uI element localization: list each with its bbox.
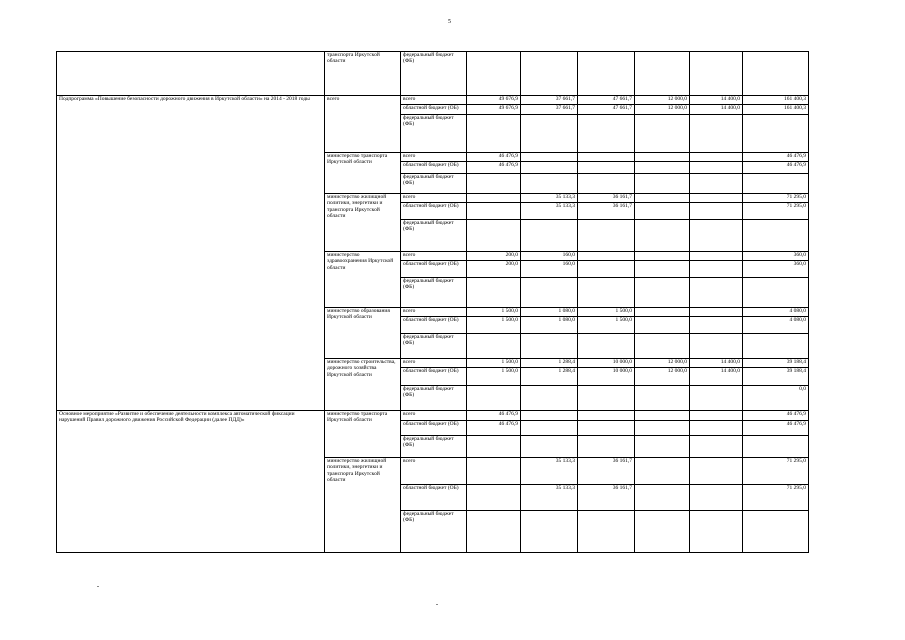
year-value-cell: 1 288,4: [521, 359, 578, 368]
year-value-cell: [635, 411, 690, 421]
year-value-cell: [578, 334, 635, 359]
page-number: 5: [448, 19, 451, 25]
funding-source-cell: областной бюджет (ОБ): [401, 162, 467, 174]
year-value-cell: [578, 115, 635, 153]
scan-speck: [436, 604, 438, 605]
executor-cell: министерство жилищной политики, энергетики и транспорта Иркутской области: [325, 458, 401, 553]
table-row: [57, 96, 809, 105]
year-value-cell: [635, 162, 690, 174]
year-value-cell: [467, 220, 521, 252]
year-value-cell: [521, 52, 578, 96]
year-value-cell: 37 661,7: [521, 96, 578, 105]
total-value-cell: [743, 115, 809, 153]
year-value-cell: 47 661,7: [578, 105, 635, 115]
year-value-cell: 37 661,7: [521, 105, 578, 115]
year-value-cell: 36 161,7: [578, 458, 635, 485]
funding-source-cell: всего: [401, 308, 467, 317]
total-value-cell: 161 400,3: [743, 105, 809, 115]
funding-source-cell: федеральный бюджет (ФБ): [401, 511, 467, 553]
year-value-cell: 1 500,0: [467, 368, 521, 386]
total-value-cell: [743, 334, 809, 359]
total-value-cell: 39 188,4: [743, 359, 809, 368]
total-value-cell: 71 295,0: [743, 485, 809, 511]
year-value-cell: [467, 511, 521, 553]
funding-source-cell: всего: [401, 153, 467, 162]
funding-source-cell: всего: [401, 194, 467, 203]
year-value-cell: 14 400,0: [690, 105, 743, 115]
total-value-cell: [743, 174, 809, 194]
year-value-cell: [635, 115, 690, 153]
total-value-cell: 46 476,9: [743, 162, 809, 174]
year-value-cell: [578, 153, 635, 162]
year-value-cell: 36 161,7: [578, 194, 635, 203]
year-value-cell: [467, 278, 521, 308]
year-value-cell: [635, 203, 690, 220]
year-value-cell: [521, 115, 578, 153]
year-value-cell: [635, 334, 690, 359]
year-value-cell: [521, 411, 578, 421]
year-value-cell: [578, 436, 635, 458]
year-value-cell: 1 288,4: [521, 368, 578, 386]
year-value-cell: 1 080,0: [521, 308, 578, 317]
funding-source-cell: всего: [401, 359, 467, 368]
total-value-cell: 360,0: [743, 261, 809, 278]
total-value-cell: 360,0: [743, 252, 809, 261]
total-value-cell: [743, 511, 809, 553]
funding-source-cell: областной бюджет (ОБ): [401, 421, 467, 436]
year-value-cell: [690, 203, 743, 220]
total-value-cell: 0,0: [743, 386, 809, 411]
year-value-cell: [690, 458, 743, 485]
total-value-cell: 71 295,0: [743, 203, 809, 220]
year-value-cell: 49 676,9: [467, 96, 521, 105]
year-value-cell: [467, 115, 521, 153]
year-value-cell: [690, 317, 743, 334]
executor-cell: всего: [325, 96, 401, 153]
year-value-cell: 35 133,3: [521, 485, 578, 511]
total-value-cell: [743, 220, 809, 252]
funding-source-cell: областной бюджет (ОБ): [401, 261, 467, 278]
year-value-cell: [521, 421, 578, 436]
year-value-cell: [578, 411, 635, 421]
year-value-cell: [578, 174, 635, 194]
year-value-cell: [690, 485, 743, 511]
year-value-cell: [690, 115, 743, 153]
executor-cell: министерство жилищной политики, энергетики и транспорта Иркутской области: [325, 194, 401, 252]
year-value-cell: [635, 308, 690, 317]
total-value-cell: 71 295,0: [743, 458, 809, 485]
program-name-cell: Подпрограмма «Повышение безопасности дорожного движения в Иркутской области» на 2014 - 2018 годы: [57, 96, 325, 411]
year-value-cell: 14 400,0: [690, 359, 743, 368]
total-value-cell: 46 476,9: [743, 411, 809, 421]
table-row: [57, 52, 809, 96]
year-value-cell: [690, 511, 743, 553]
executor-cell: министерство здравоохранения Иркутской области: [325, 252, 401, 308]
year-value-cell: 12 000,0: [635, 105, 690, 115]
year-value-cell: 14 400,0: [690, 368, 743, 386]
funding-source-cell: федеральный бюджет (ФБ): [401, 115, 467, 153]
funding-source-cell: всего: [401, 252, 467, 261]
budget-table: [56, 51, 809, 553]
year-value-cell: 200,0: [467, 261, 521, 278]
year-value-cell: [521, 153, 578, 162]
total-value-cell: 4 080,0: [743, 308, 809, 317]
year-value-cell: [521, 334, 578, 359]
year-value-cell: [467, 203, 521, 220]
total-value-cell: 46 476,9: [743, 153, 809, 162]
year-value-cell: 36 161,7: [578, 203, 635, 220]
executor-cell: министерство транспорта Иркутской области: [325, 411, 401, 458]
year-value-cell: 12 000,0: [635, 96, 690, 105]
year-value-cell: 47 661,7: [578, 96, 635, 105]
funding-source-cell: областной бюджет (ОБ): [401, 105, 467, 115]
year-value-cell: [467, 436, 521, 458]
year-value-cell: [467, 334, 521, 359]
table-body: [57, 52, 809, 553]
total-value-cell: 39 188,4: [743, 368, 809, 386]
year-value-cell: [635, 436, 690, 458]
year-value-cell: [635, 511, 690, 553]
program-name-cell: Основное мероприятие «Развитие и обеспечение деятельности комплекса автоматической фиксации нарушений Правил дорожного движения Российской Федерации (далее ПДД)»: [57, 411, 325, 553]
executor-cell: министерство транспорта Иркутской области: [325, 153, 401, 194]
year-value-cell: [690, 411, 743, 421]
year-value-cell: [578, 386, 635, 411]
funding-source-cell: областной бюджет (ОБ): [401, 203, 467, 220]
year-value-cell: 46 476,9: [467, 411, 521, 421]
year-value-cell: 200,0: [467, 252, 521, 261]
year-value-cell: [690, 194, 743, 203]
year-value-cell: [578, 511, 635, 553]
year-value-cell: [635, 252, 690, 261]
executor-cell: министерство образования Иркутской области: [325, 308, 401, 359]
funding-source-cell: федеральный бюджет (ФБ): [401, 334, 467, 359]
funding-source-cell: областной бюджет (ОБ): [401, 485, 467, 511]
year-value-cell: 35 133,3: [521, 203, 578, 220]
total-value-cell: [743, 52, 809, 96]
program-name-cell: [57, 52, 325, 96]
year-value-cell: [467, 174, 521, 194]
year-value-cell: [578, 252, 635, 261]
year-value-cell: [521, 174, 578, 194]
year-value-cell: [467, 194, 521, 203]
year-value-cell: [635, 153, 690, 162]
year-value-cell: [521, 436, 578, 458]
year-value-cell: [521, 278, 578, 308]
year-value-cell: 49 676,9: [467, 105, 521, 115]
year-value-cell: 10 000,0: [578, 359, 635, 368]
year-value-cell: 46 476,9: [467, 162, 521, 174]
executor-cell: министерство строительства, дорожного хозяйства Иркутской области: [325, 359, 401, 411]
year-value-cell: [578, 421, 635, 436]
year-value-cell: [690, 278, 743, 308]
funding-source-cell: областной бюджет (ОБ): [401, 368, 467, 386]
year-value-cell: [690, 174, 743, 194]
year-value-cell: [578, 52, 635, 96]
funding-source-cell: всего: [401, 96, 467, 105]
funding-source-cell: федеральный бюджет (ФБ): [401, 174, 467, 194]
year-value-cell: 46 476,9: [467, 421, 521, 436]
year-value-cell: [690, 334, 743, 359]
year-value-cell: [635, 458, 690, 485]
year-value-cell: [635, 421, 690, 436]
year-value-cell: [467, 52, 521, 96]
total-value-cell: 46 476,9: [743, 421, 809, 436]
year-value-cell: [521, 220, 578, 252]
funding-source-cell: областной бюджет (ОБ): [401, 317, 467, 334]
executor-cell: транспорта Иркутской области: [325, 52, 401, 96]
year-value-cell: [690, 220, 743, 252]
year-value-cell: 1 080,0: [521, 317, 578, 334]
year-value-cell: [635, 317, 690, 334]
year-value-cell: 46 476,9: [467, 153, 521, 162]
year-value-cell: [690, 52, 743, 96]
year-value-cell: [635, 220, 690, 252]
total-value-cell: 71 295,0: [743, 194, 809, 203]
year-value-cell: 1 500,0: [467, 359, 521, 368]
year-value-cell: [578, 220, 635, 252]
funding-source-cell: всего: [401, 458, 467, 485]
funding-source-cell: федеральный бюджет (ФБ): [401, 436, 467, 458]
year-value-cell: 1 500,0: [467, 317, 521, 334]
year-value-cell: 35 133,3: [521, 458, 578, 485]
year-value-cell: 160,0: [521, 261, 578, 278]
year-value-cell: [690, 386, 743, 411]
table-row: [57, 411, 809, 421]
total-value-cell: [743, 278, 809, 308]
year-value-cell: 1 500,0: [578, 317, 635, 334]
year-value-cell: [521, 511, 578, 553]
year-value-cell: 35 133,3: [521, 194, 578, 203]
year-value-cell: [635, 278, 690, 308]
year-value-cell: [690, 162, 743, 174]
year-value-cell: [690, 421, 743, 436]
total-value-cell: 161 400,3: [743, 96, 809, 105]
year-value-cell: [467, 386, 521, 411]
year-value-cell: [578, 261, 635, 278]
year-value-cell: 1 500,0: [578, 308, 635, 317]
funding-source-cell: федеральный бюджет (ФБ): [401, 386, 467, 411]
year-value-cell: [690, 436, 743, 458]
year-value-cell: [635, 174, 690, 194]
total-value-cell: [743, 436, 809, 458]
year-value-cell: 36 161,7: [578, 485, 635, 511]
year-value-cell: 1 500,0: [467, 308, 521, 317]
total-value-cell: 4 080,0: [743, 317, 809, 334]
year-value-cell: [690, 261, 743, 278]
year-value-cell: [578, 278, 635, 308]
year-value-cell: [635, 52, 690, 96]
funding-source-cell: федеральный бюджет (ФБ): [401, 278, 467, 308]
year-value-cell: 12 000,0: [635, 368, 690, 386]
year-value-cell: 10 000,0: [578, 368, 635, 386]
funding-source-cell: федеральный бюджет (ФБ): [401, 220, 467, 252]
funding-source-cell: всего: [401, 411, 467, 421]
year-value-cell: 14 400,0: [690, 96, 743, 105]
year-value-cell: [635, 261, 690, 278]
year-value-cell: [635, 386, 690, 411]
year-value-cell: [690, 252, 743, 261]
year-value-cell: [690, 308, 743, 317]
year-value-cell: 160,0: [521, 252, 578, 261]
year-value-cell: [521, 386, 578, 411]
year-value-cell: [690, 153, 743, 162]
year-value-cell: [467, 485, 521, 511]
funding-source-cell: федеральный бюджет (ФБ): [401, 52, 467, 96]
year-value-cell: [635, 485, 690, 511]
year-value-cell: [578, 162, 635, 174]
year-value-cell: [521, 162, 578, 174]
year-value-cell: [467, 458, 521, 485]
year-value-cell: [635, 194, 690, 203]
scan-speck: [97, 586, 99, 587]
year-value-cell: 12 000,0: [635, 359, 690, 368]
